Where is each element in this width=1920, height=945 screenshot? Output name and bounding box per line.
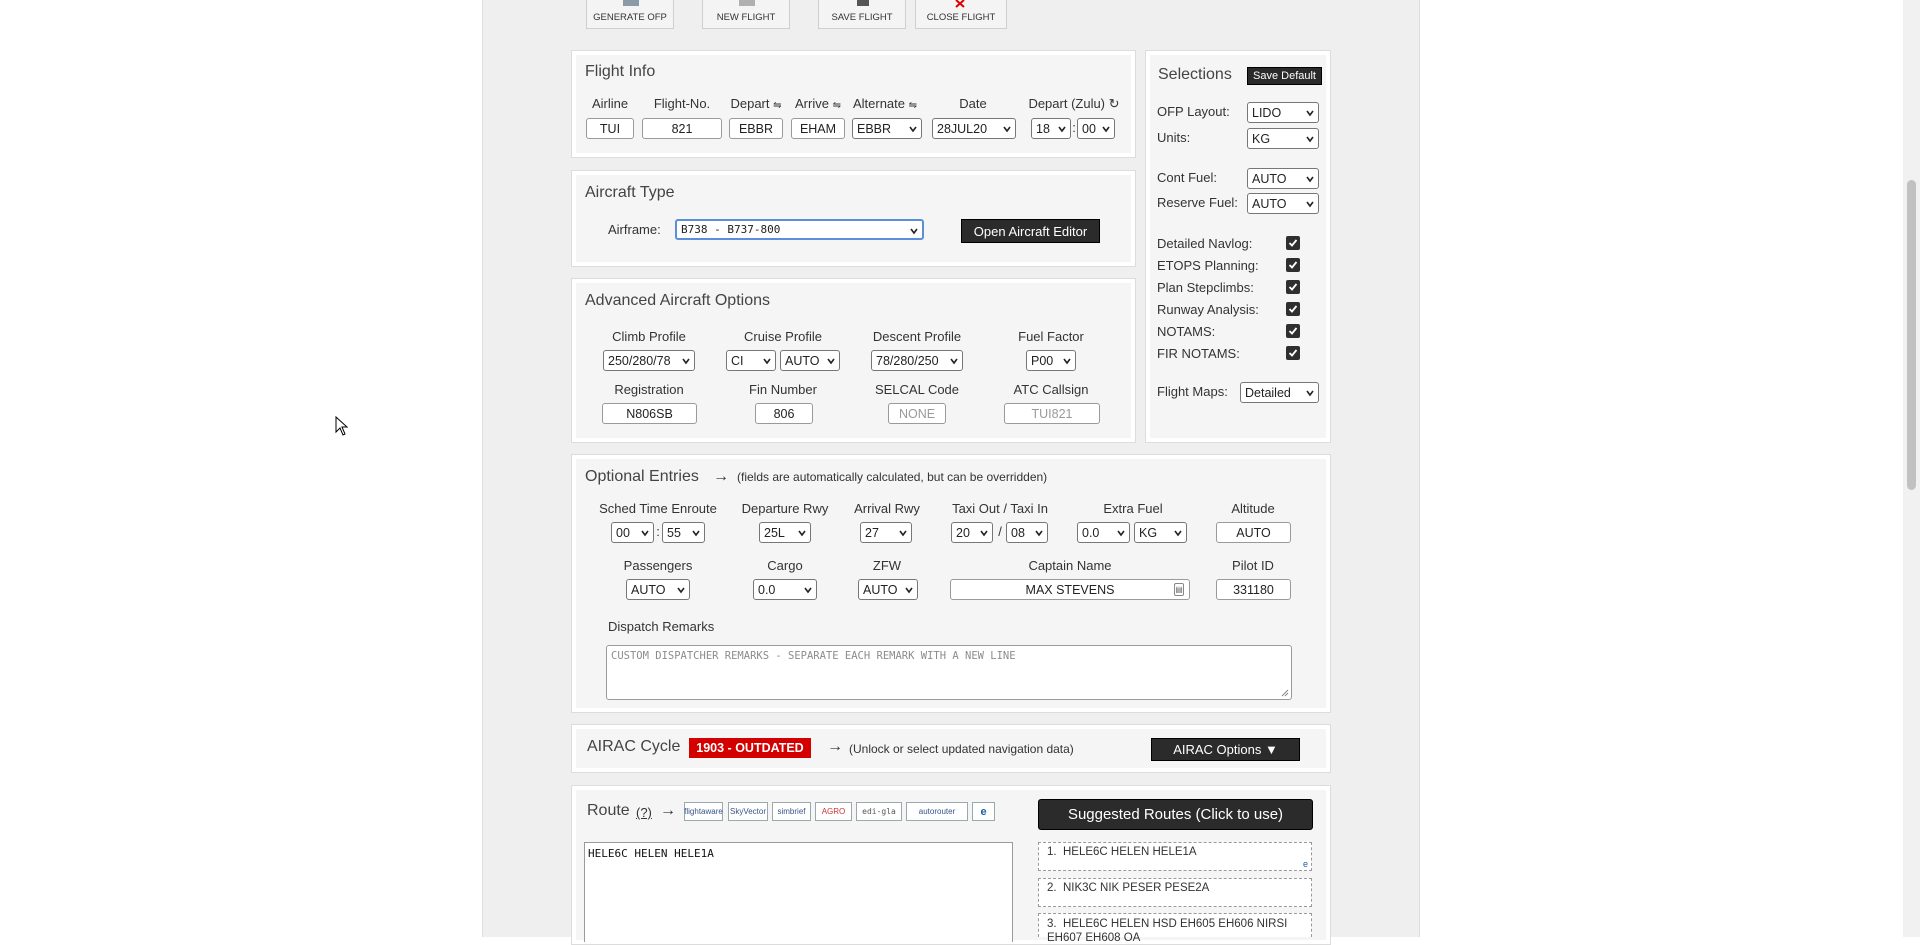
runway-analysis-checkbox[interactable] [1286,302,1300,316]
cont-fuel-label: Cont Fuel: [1157,170,1217,185]
chevron-down-icon [1174,529,1182,537]
scrollbar-thumb[interactable] [1907,180,1916,490]
cargo-select[interactable]: 0.0 [753,579,817,600]
fuel-factor-select[interactable]: P00 [1026,350,1076,371]
departure-rwy-label: Departure Rwy [741,501,829,516]
zfw-label: ZFW [872,558,902,573]
passengers-select[interactable]: AUTO [626,579,690,600]
eurocontrol-icon: e [1302,859,1308,869]
airac-title: AIRAC Cycle [587,738,681,755]
generate-ofp-label: GENERATE OFP [593,12,667,23]
advanced-options-title: Advanced Aircraft Options [585,292,770,309]
check-icon [1288,238,1298,248]
cruise-profile-label: Cruise Profile [743,329,823,344]
flight-no-input[interactable]: 821 [642,118,722,139]
generate-ofp-button[interactable] [586,0,674,29]
edi-gla-logo-button[interactable]: edi-gla [856,802,902,821]
chevron-down-icon [909,125,917,133]
depart-label: Depart ⇋ [730,96,782,111]
airac-note: (Unlock or select updated navigation data) [849,742,1074,756]
chevron-down-icon [910,227,918,235]
suggested-route-item[interactable]: 3. HELE6C HELEN HSD EH605 EH606 NIRSI EH607 EH608 OA [1038,913,1312,937]
dispatch-remarks-textarea[interactable] [606,645,1292,700]
check-icon [1288,304,1298,314]
cont-fuel-select[interactable]: AUTO [1247,168,1319,189]
selcal-label: SELCAL Code [874,382,960,397]
flight-no-label: Flight-No. [653,96,711,111]
depart-min-select[interactable]: 00 [1077,118,1115,139]
pilot-id-label: Pilot ID [1232,558,1274,573]
agro-logo-button[interactable]: AGRO [815,802,852,821]
altitude-input[interactable]: AUTO [1216,522,1291,543]
route-arrow: → [660,802,676,819]
dispatch-remarks-label: Dispatch Remarks [608,619,715,634]
swap-icon[interactable]: ⇋ [908,100,918,111]
plan-stepclimbs-label: Plan Stepclimbs: [1157,280,1254,295]
chevron-down-icon [1306,109,1314,117]
check-icon [1288,348,1298,358]
arrive-label: Arrive ⇋ [795,96,841,111]
fir-notams-label: FIR NOTAMS: [1157,346,1240,361]
generate-icon [623,0,639,8]
selcal-input[interactable]: NONE [888,403,946,424]
chevron-down-icon [1102,125,1110,133]
chevron-down-icon [905,586,913,594]
check-icon [1288,260,1298,270]
vertical-scrollbar[interactable] [1903,0,1920,937]
airframe-label: Airframe: [608,222,661,237]
units-select[interactable]: KG [1247,128,1319,149]
depart-input[interactable]: EBBR [729,118,783,139]
suggested-route-item[interactable]: 1. HELE6C HELEN HELE1A e [1038,842,1312,871]
chevron-down-icon [763,357,771,365]
chevron-down-icon [677,586,685,594]
extra-fuel-select[interactable]: 0.0 [1077,522,1130,543]
chevron-down-icon [1003,125,1011,133]
units-label: Units: [1157,130,1191,145]
optional-arrow: → [713,468,729,485]
simbrief-logo-button[interactable]: simbrief [772,802,811,821]
close-flight-label: CLOSE FLIGHT [926,12,996,23]
reserve-fuel-label: Reserve Fuel: [1157,195,1238,210]
check-icon [1288,282,1298,292]
route-title: Route [587,802,630,819]
descent-profile-select[interactable]: 78/280/250 [871,350,963,371]
notams-checkbox[interactable] [1286,324,1300,338]
ofp-layout-label: OFP Layout: [1157,104,1230,119]
optional-note: (fields are automatically calculated, but can be overridden) [737,470,1048,484]
ofp-layout-select[interactable]: LIDO [1247,102,1319,123]
aircraft-type-title: Aircraft Type [585,184,675,201]
check-icon [1288,326,1298,336]
runway-analysis-label: Runway Analysis: [1157,302,1259,317]
flight-info-title: Flight Info [585,63,656,80]
altitude-label: Altitude [1231,501,1275,516]
selections-title: Selections [1158,66,1232,83]
detailed-navlog-checkbox[interactable] [1286,236,1300,250]
swap-icon[interactable]: ⇋ [832,100,841,111]
resize-handle-icon[interactable] [1281,689,1289,697]
remarks-placeholder: CUSTOM DISPATCHER REMARKS - SEPARATE EACH REMARK WITH A NEW LINE [611,650,1016,662]
autorouter-logo-button[interactable]: autorouter [906,802,968,821]
new-flight-label: NEW FLIGHT [716,12,776,23]
chevron-down-icon [827,357,835,365]
fin-number-label: Fin Number [749,382,817,397]
etops-planning-label: ETOPS Planning: [1157,258,1259,273]
taxi-label: Taxi Out / Taxi In [952,501,1048,516]
contact-card-icon[interactable]: ▤ [1175,585,1183,594]
chevron-down-icon [1063,357,1071,365]
taxi-separator: / [998,524,1002,539]
arrival-rwy-label: Arrival Rwy [854,501,920,516]
flight-maps-label: Flight Maps: [1157,384,1228,399]
chevron-down-icon [804,586,812,594]
refresh-icon[interactable]: ↻ [1108,96,1120,111]
captain-name-input[interactable] [950,579,1190,600]
chevron-down-icon [1117,529,1125,537]
route-help-link[interactable]: (?) [636,805,652,820]
time-separator: : [1072,120,1076,135]
airac-arrow: → [827,738,843,755]
notams-label: NOTAMS: [1157,324,1216,339]
new-flight-button[interactable] [702,0,790,29]
flightaware-logo-button[interactable]: flightaware [684,802,723,821]
etops-planning-checkbox[interactable] [1286,258,1300,272]
chevron-down-icon [1058,125,1066,133]
depart-zulu-label: Depart (Zulu) ↻ [1028,96,1120,111]
taxi-out-select[interactable]: 20 [951,522,993,543]
cruise-value-select[interactable]: AUTO [780,350,840,371]
close-icon [954,0,970,8]
registration-label: Registration [614,382,684,397]
date-label: Date [959,96,987,111]
skyvector-logo-button[interactable]: SkyVector [728,802,768,821]
sched-time-label: Sched Time Enroute [599,501,717,516]
captain-name-label: Captain Name [1028,558,1112,573]
mouse-cursor-icon [335,416,349,436]
save-icon [855,0,871,8]
chevron-down-icon [641,529,649,537]
extra-fuel-unit-select[interactable]: KG [1134,522,1187,543]
sched-min-select[interactable]: 55 [662,522,705,543]
captain-name-value: MAX STEVENS [1025,582,1115,597]
registration-input[interactable]: N806SB [602,403,697,424]
sched-separator: : [656,524,660,539]
atc-callsign-input[interactable]: TUI821 [1004,403,1100,424]
fir-notams-checkbox[interactable] [1286,346,1300,360]
climb-profile-select[interactable]: 250/280/78 [603,350,695,371]
taxi-in-select[interactable]: 08 [1006,522,1048,543]
alternate-select[interactable]: EBBR [852,118,922,139]
extra-fuel-label: Extra Fuel [1103,501,1163,516]
fuel-factor-label: Fuel Factor [1018,329,1084,344]
chevron-down-icon [950,357,958,365]
atc-callsign-label: ATC Callsign [1013,382,1089,397]
chevron-down-icon [1306,389,1314,397]
zfw-select[interactable]: AUTO [858,579,918,600]
chevron-down-icon [798,529,806,537]
flight-maps-select[interactable]: Detailed [1240,382,1319,403]
depart-hour-select[interactable]: 18 [1031,118,1071,139]
passengers-label: Passengers [623,558,693,573]
cruise-mode-select[interactable]: CI [726,350,776,371]
detailed-navlog-label: Detailed Navlog: [1157,236,1253,251]
reserve-fuel-select[interactable]: AUTO [1247,193,1319,214]
descent-profile-label: Descent Profile [872,329,962,344]
close-flight-button[interactable] [915,0,1007,29]
cargo-label: Cargo [767,558,803,573]
alternate-label: Alternate ⇋ [852,96,918,111]
chevron-down-icon [682,357,690,365]
chevron-down-icon [1306,200,1314,208]
chevron-down-icon [1035,529,1043,537]
chevron-down-icon [692,529,700,537]
optional-entries-title: Optional Entries [585,468,699,485]
new-flight-icon [739,0,755,8]
departure-rwy-select[interactable]: 25L [759,522,811,543]
airline-input[interactable]: TUI [586,118,634,139]
airac-status-badge: 1903 - OUTDATED [689,738,811,758]
arrive-input[interactable]: EHAM [791,118,845,139]
suggested-routes-header[interactable]: Suggested Routes (Click to use) [1038,799,1313,830]
plan-stepclimbs-checkbox[interactable] [1286,280,1300,294]
arrival-rwy-select[interactable]: 27 [860,522,912,543]
chevron-down-icon [899,529,907,537]
save-flight-button[interactable] [818,0,906,29]
chevron-down-icon [1306,135,1314,143]
chevron-down-icon [980,529,988,537]
airline-label: Airline [591,96,629,111]
airframe-select[interactable]: B738 - B737-800 [675,219,924,240]
airac-options-button[interactable]: AIRAC Options ▼ [1151,738,1300,761]
save-flight-label: SAVE FLIGHT [831,12,893,23]
date-select[interactable]: 28JUL20 [932,118,1016,139]
open-aircraft-editor-button[interactable]: Open Aircraft Editor [961,219,1100,243]
swap-icon[interactable]: ⇋ [773,100,782,111]
climb-profile-label: Climb Profile [612,329,686,344]
eurocontrol-logo-button[interactable]: e [972,802,995,821]
chevron-down-icon [1306,175,1314,183]
pilot-id-input[interactable]: 331180 [1216,579,1291,600]
save-default-button[interactable]: Save Default [1247,67,1322,85]
sched-hour-select[interactable]: 00 [611,522,654,543]
fin-number-input[interactable]: 806 [755,403,813,424]
suggested-route-item[interactable]: 2. NIK3C NIK PESER PESE2A [1038,878,1312,907]
route-textarea[interactable]: HELE6C HELEN HELE1A [584,842,1013,942]
